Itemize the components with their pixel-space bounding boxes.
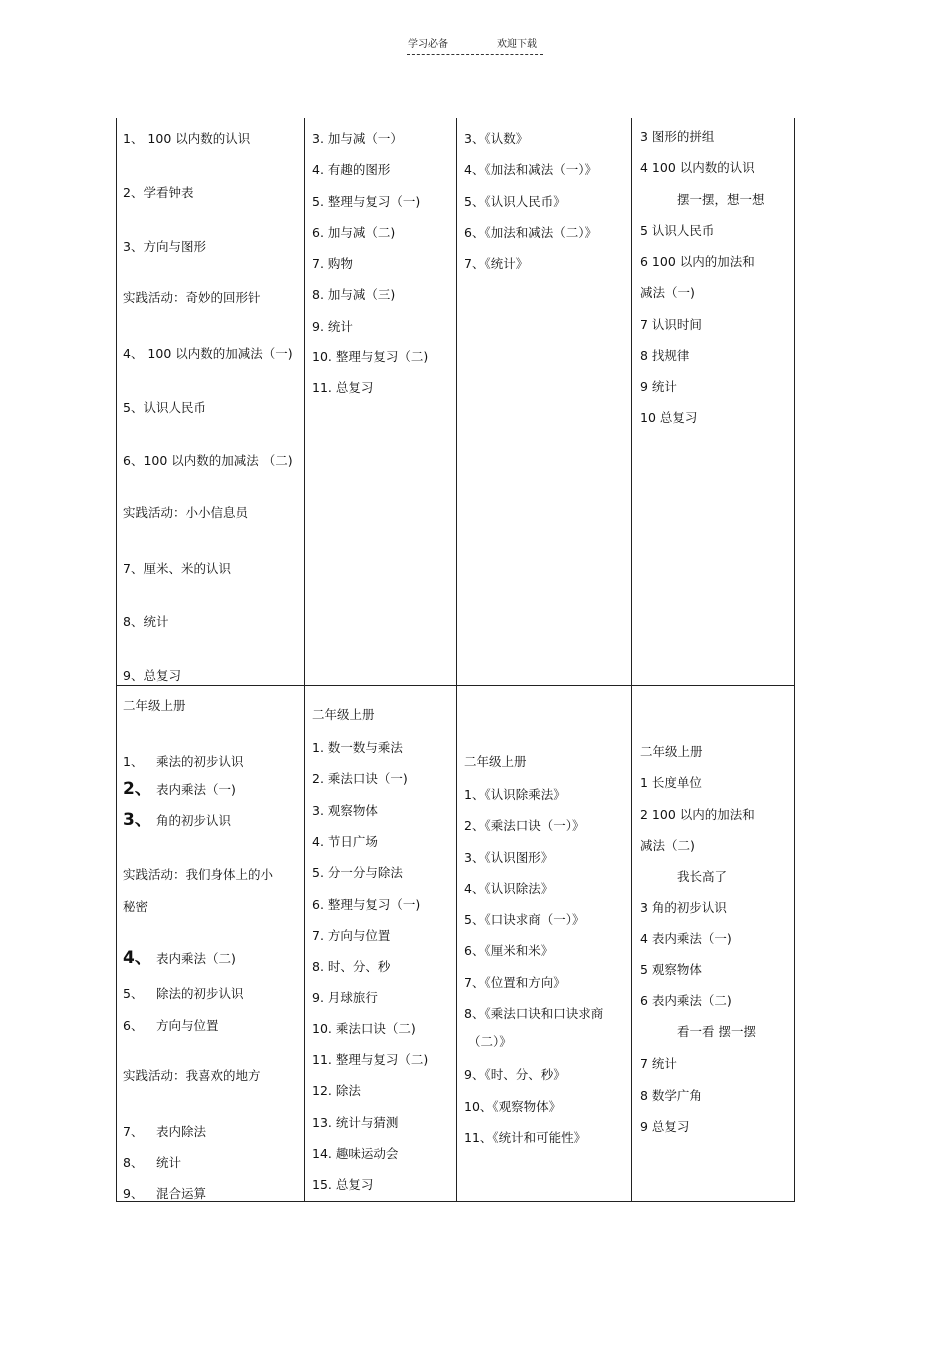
table-cell-line: 9. 统计 [312, 319, 353, 334]
item-number: 8、 [123, 1155, 144, 1170]
table-cell-line [123, 950, 236, 967]
table-cell-line: 1、 100 以内数的认识 [123, 131, 251, 146]
table-divider-2 [456, 118, 457, 1202]
table-cell-line: 8. 时、分、秒 [312, 959, 391, 974]
table-cell-line [123, 781, 236, 798]
table-cell-line: 5、《口诀求商（一）》 [464, 912, 585, 927]
table-cell-line: 1. 数一数与乘法 [312, 740, 403, 755]
table-cell-line: 5. 整理与复习（一) [312, 194, 421, 209]
header-right-text: 欢迎下载 [497, 39, 537, 50]
table-cell-line: 二年级上册 [640, 744, 703, 759]
table-cell-line: 二年级上册 [464, 754, 527, 769]
table-cell-line: 3、方向与图形 [123, 239, 206, 254]
table-cell-line: 13. 统计与猜测 [312, 1115, 399, 1130]
table-cell-line: 9 统计 [640, 379, 677, 394]
table-cell-line: 看一看 摆一摆 [677, 1024, 756, 1039]
table-cell-line: 7 统计 [640, 1056, 677, 1071]
table-cell-line [123, 812, 231, 829]
item-number: 1、 [123, 754, 144, 769]
item-text: 除法的初步认识 [156, 986, 244, 1001]
table-cell-line: 实践活动：小小信息员 [123, 505, 249, 520]
table-cell-line: 4 100 以内数的认识 [640, 160, 755, 175]
item-number: 4、 [123, 948, 152, 968]
table-cell-line: 6 100 以内的加法和 [640, 254, 755, 269]
table-cell-line: 5、《认识人民币》 [464, 194, 566, 209]
table-cell-line [123, 1155, 181, 1171]
table-border-bottom [116, 1201, 795, 1202]
table-cell-line: 5、认识人民币 [123, 400, 206, 415]
table-cell-line: 10、《观察物体》 [464, 1099, 562, 1114]
table-cell-line: 6、100 以内数的加减法 （二) [123, 453, 293, 468]
table-cell-line: 3 图形的拼组 [640, 129, 715, 144]
table-cell-line: 6. 整理与复习（一) [312, 897, 421, 912]
table-cell-line: 2 100 以内的加法和 [640, 807, 755, 822]
table-cell-line: 9. 月球旅行 [312, 990, 378, 1005]
table-cell-line: 11. 整理与复习（二) [312, 1052, 429, 1067]
table-cell-line: 减法（二) [640, 838, 695, 853]
table-cell-line: 9、《时、分、秒》 [464, 1067, 566, 1082]
table-cell-line: 12. 除法 [312, 1083, 361, 1098]
table-cell-line: 9、总复习 [123, 668, 181, 683]
table-cell-line: 7、《位置和方向》 [464, 975, 566, 990]
table-cell-line: 5. 分一分与除法 [312, 865, 403, 880]
table-cell-line: 实践活动：我们身体上的小 [123, 867, 274, 882]
table-cell-line: 9 总复习 [640, 1119, 690, 1134]
item-text: 统计 [156, 1155, 182, 1170]
table-cell-line: 5 认识人民币 [640, 223, 715, 238]
table-cell-line: 秘密 [123, 899, 149, 914]
table-cell-line [123, 1124, 206, 1140]
table-cell-line: 8 找规律 [640, 348, 690, 363]
item-text: 表内除法 [156, 1124, 207, 1139]
table-cell-line: 10. 整理与复习（二) [312, 349, 429, 364]
table-cell-line: 14. 趣味运动会 [312, 1146, 399, 1161]
table-cell-line: 我长高了 [677, 869, 728, 884]
table-cell-line: 4、《加法和减法（一）》 [464, 162, 597, 177]
header-dashed-rule [407, 54, 543, 55]
table-cell-line: 减法（一) [640, 285, 695, 300]
table-cell-line: 11. 总复习 [312, 380, 374, 395]
table-divider-1 [304, 118, 305, 1202]
table-cell-line: 4、《认识除法》 [464, 881, 554, 896]
table-cell-line: 8 数学广角 [640, 1088, 702, 1103]
table-border-left [116, 118, 117, 1202]
table-cell-line: （二）》 [468, 1034, 512, 1049]
item-number: 2、 [123, 779, 152, 799]
table-cell-line: 1、《认识除乘法》 [464, 787, 566, 802]
table-cell-line: 4. 有趣的图形 [312, 162, 391, 177]
table-cell-line: 6. 加与减（二) [312, 225, 396, 240]
table-cell-line: 3. 观察物体 [312, 803, 378, 818]
table-cell-line: 4、 100 以内数的加减法（一) [123, 346, 293, 361]
item-number: 9、 [123, 1186, 144, 1201]
table-cell-line: 3. 加与减（一） [312, 131, 403, 146]
table-cell-line: 实践活动：我喜欢的地方 [123, 1068, 261, 1083]
table-cell-line: 2、《乘法口诀（一）》 [464, 818, 585, 833]
table-cell-line: 7、厘米、米的认识 [123, 561, 231, 576]
item-text: 角的初步认识 [156, 813, 232, 828]
table-cell-line: 2. 乘法口诀（一) [312, 771, 408, 786]
item-number: 5、 [123, 986, 144, 1001]
table-row-divider [116, 685, 795, 686]
table-cell-line: 7. 方向与位置 [312, 928, 391, 943]
table-cell-line: 6、《加法和减法（二）》 [464, 225, 597, 240]
table-cell-line [123, 1018, 219, 1034]
table-cell-line: 10. 乘法口诀（二) [312, 1021, 416, 1036]
table-cell-line: 6、《厘米和米》 [464, 943, 554, 958]
table-cell-line [123, 986, 244, 1002]
table-cell-line: 7、《统计》 [464, 256, 529, 271]
item-text: 方向与位置 [156, 1018, 219, 1033]
table-cell-line: 2、学看钟表 [123, 185, 194, 200]
table-divider-3 [631, 118, 632, 1202]
item-text: 表内乘法（二) [156, 951, 236, 966]
table-cell-line: 15. 总复习 [312, 1177, 374, 1192]
table-cell-line [123, 1186, 206, 1202]
item-number: 7、 [123, 1124, 144, 1139]
table-cell-line: 10 总复习 [640, 410, 698, 425]
table-cell-line: 7. 购物 [312, 256, 353, 271]
table-cell-line: 8、《乘法口诀和口诀求商 [464, 1006, 604, 1021]
item-number: 3、 [123, 810, 152, 830]
table-cell-line [123, 754, 244, 770]
item-text: 表内乘法（一) [156, 782, 236, 797]
table-border-right [794, 118, 795, 1202]
table-cell-line: 3 角的初步认识 [640, 900, 727, 915]
table-cell-line: 4. 节日广场 [312, 834, 378, 849]
table-cell-line: 8、统计 [123, 614, 169, 629]
table-cell-line: 二年级上册 [312, 707, 375, 722]
table-cell-line: 二年级上册 [123, 698, 186, 713]
item-number: 6、 [123, 1018, 144, 1033]
page-header [0, 38, 950, 58]
table-cell-line: 摆一摆，想一想 [677, 192, 765, 207]
header-left-text: 学习必备 [408, 39, 448, 50]
item-text: 乘法的初步认识 [156, 754, 244, 769]
table-cell-line: 6 表内乘法（二) [640, 993, 732, 1008]
table-cell-line: 11、《统计和可能性》 [464, 1130, 587, 1145]
table-cell-line: 3、《认识图形》 [464, 850, 554, 865]
table-cell-line: 7 认识时间 [640, 317, 702, 332]
table-cell-line: 4 表内乘法（一) [640, 931, 732, 946]
table-cell-line: 8. 加与减（三) [312, 287, 396, 302]
curriculum-table [116, 118, 795, 1202]
item-text: 混合运算 [156, 1186, 207, 1201]
table-cell-line: 1 长度单位 [640, 775, 702, 790]
table-cell-line: 实践活动：奇妙的回形针 [123, 290, 261, 305]
table-cell-line: 3、《认数》 [464, 131, 529, 146]
table-cell-line: 5 观察物体 [640, 962, 702, 977]
